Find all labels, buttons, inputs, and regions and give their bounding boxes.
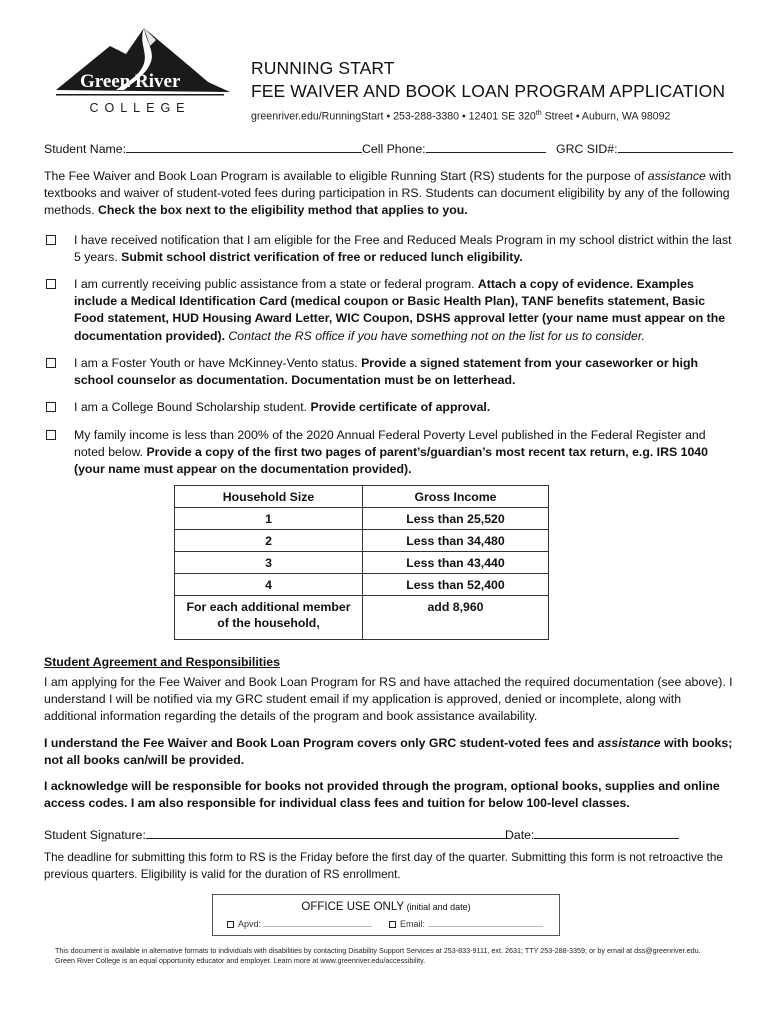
student-fields-row: [44, 140, 734, 158]
email-line[interactable]: [428, 919, 543, 927]
office-use-subtitle: (initial and date): [404, 902, 471, 912]
agreement-para-2-italic: assistance: [597, 736, 661, 750]
table-row: [175, 508, 549, 530]
table-cell: Less than 52,400: [363, 574, 549, 596]
table-cell: 2: [175, 530, 363, 552]
email-field[interactable]: [389, 919, 543, 929]
footer-line-2: Green River College is an equal opportunity educator and employer. Learn more at www.greenriver.edu/accessibility.: [55, 955, 426, 965]
grc-sid-label: GRC SID#:: [556, 142, 618, 156]
table-row: [175, 530, 549, 552]
college-logo: [52, 24, 230, 124]
student-name-line[interactable]: [126, 140, 362, 153]
table-cell: Less than 43,440: [363, 552, 549, 574]
logo-text: Green River: [80, 71, 181, 92]
contact-part-b: Street • Auburn, WA 98092: [541, 110, 671, 123]
option-normal: I have received notification that I am eligible for the Free and Reduced Meals Program in my school district within the last 5 years.: [74, 233, 732, 265]
student-name-label: Student Name:: [44, 142, 127, 156]
option-text: [74, 427, 736, 479]
checkbox-free-meals[interactable]: [46, 235, 56, 245]
option-text: [74, 276, 736, 345]
office-use-heading: [213, 901, 559, 913]
signature-field[interactable]: [44, 826, 508, 844]
email-label: Email:: [400, 919, 426, 929]
table-row: [175, 596, 549, 640]
apvd-checkbox[interactable]: [227, 921, 234, 928]
contact-info: [251, 107, 731, 124]
date-field[interactable]: [505, 826, 679, 844]
option-bold: Provide certificate of approval.: [310, 400, 491, 414]
grc-sid-line[interactable]: [618, 140, 733, 153]
apvd-label: Apvd:: [238, 919, 262, 929]
agreement-para-2: [44, 735, 734, 769]
intro-paragraph: [44, 168, 734, 220]
checkbox-public-assistance[interactable]: [46, 279, 56, 289]
table-cell: Less than 34,480: [363, 530, 549, 552]
apvd-field[interactable]: [227, 919, 372, 929]
table-row: [175, 574, 549, 596]
table-cell: 4: [175, 574, 363, 596]
option-bold: Provide a copy of the first two pages of parent’s/guardian’s most recent tax return, e.g. IRS 1040 (your name must appear on the documentation provided).: [74, 445, 708, 477]
office-use-title: OFFICE USE ONLY: [301, 901, 405, 913]
grc-sid-field[interactable]: [556, 140, 733, 158]
option-bold: Provide a signed statement from your caseworker or high school counselor as documentation. Documentation must be on letterhead.: [74, 356, 698, 388]
table-row: [175, 552, 549, 574]
option-bold: Attach a copy of evidence. Examples include a Medical Identification Card (medical coupon or Basic Health Plan), TANF benefits statement, Basic Food statement, HUD Housing Award Letter, WIC Coupon, DSHS approval letter (your name must appear on the documentation provided).: [74, 277, 726, 343]
table-cell: add 8,960: [363, 596, 549, 640]
footer-line-1: This document is available in alternative formats to individuals with disabilities by contacting Disability Support Services at 253-833-9111, ext. 2631; TTY 253-288-3359; or by email at dss@greenriver.edu.: [55, 946, 701, 955]
option-text: [74, 232, 736, 266]
option-normal: I am a Foster Youth or have McKinney-Vento status.: [74, 356, 362, 370]
agreement-para-2-a: I understand the Fee Waiver and Book Loan Program covers only GRC student-voted fees and: [44, 736, 598, 750]
agreement-para-3: I acknowledge will be responsible for books not provided through the program, optional books, supplies and online access codes. I am also responsible for individual class fees and tuition for below 100-level classes.: [44, 779, 720, 811]
table-header: Household Size: [175, 486, 363, 508]
logo-subtext: COLLEGE: [89, 101, 191, 115]
signature-label: Student Signature:: [44, 828, 146, 842]
checkbox-college-bound[interactable]: [46, 402, 56, 412]
email-checkbox[interactable]: [389, 921, 396, 928]
intro-part-2: with textbooks and waiver of student-voted fees during participation in RS. Students can document eligibility by any of the following methods.: [44, 169, 732, 218]
intro-bold: Check the box next to the eligibility method that applies to you.: [98, 203, 468, 218]
title-line-2: FEE WAIVER AND BOOK LOAN PROGRAM APPLICATION: [251, 81, 726, 101]
option-text: [74, 355, 736, 389]
title-block: [251, 57, 731, 124]
contact-sup: th: [535, 110, 542, 117]
table-cell: 1: [175, 508, 363, 530]
student-name-field[interactable]: [44, 140, 362, 158]
signature-row: [44, 826, 734, 844]
agreement-para-1: I am applying for the Fee Waiver and Book Loan Program for RS and have attached the required documentation (see above). I understand I will be notified via my GRC student email if my application is approved, denied or incomplete, along with additional information regarding the details of the program and book assistance availability.: [44, 675, 733, 724]
cell-phone-field[interactable]: [362, 140, 546, 158]
table-cell: 3: [175, 552, 363, 574]
contact-part-a: greenriver.edu/RunningStart • 253-288-3380 • 12401 SE 320: [251, 110, 536, 123]
mountain-logo-icon: [52, 24, 230, 124]
table-cell: Less than 25,520: [363, 508, 549, 530]
table-header-row: [175, 486, 549, 508]
option-normal: I am a College Bound Scholarship student.: [74, 400, 311, 414]
intro-italic: assistance: [647, 169, 706, 183]
deadline-text: The deadline for submitting this form to RS is the Friday before the first day of the quarter. Submitting this form is not retroactive the previous quarters. Eligibility is valid for the duration of RS enrollment.: [44, 851, 723, 881]
date-label: Date:: [505, 828, 535, 842]
option-normal: I am currently receiving public assistance from a state or federal program.: [74, 277, 478, 291]
footer: [55, 946, 735, 965]
title-line-1: RUNNING START: [251, 58, 395, 78]
checkbox-foster-youth[interactable]: [46, 358, 56, 368]
apvd-line[interactable]: [264, 919, 372, 927]
income-table: [174, 485, 549, 640]
signature-line[interactable]: [146, 826, 508, 839]
cell-phone-label: Cell Phone:: [362, 142, 426, 156]
option-text: [74, 399, 736, 416]
date-line[interactable]: [534, 826, 679, 839]
option-bold: Submit school district verification of free or reduced lunch eligibility.: [121, 250, 523, 265]
cell-phone-line[interactable]: [426, 140, 546, 153]
checkbox-family-income[interactable]: [46, 430, 56, 440]
option-normal: My family income is less than 200% of the 2020 Annual Federal Poverty Level published in the Federal Register and noted below.: [74, 428, 706, 460]
option-italic: Contact the RS office if you have something not on the list for us to consider.: [224, 328, 645, 343]
office-use-box: [212, 894, 560, 936]
intro-part-1: The Fee Waiver and Book Loan Program is available to eligible Running Start (RS) students for the purpose of: [44, 169, 648, 183]
table-header: Gross Income: [363, 486, 549, 508]
table-cell: For each additional member of the household,: [175, 596, 363, 640]
agreement-para-2-b: with books; not all books can/will be provided.: [44, 736, 733, 768]
agreement-heading: Student Agreement and Responsibilities: [44, 655, 280, 669]
